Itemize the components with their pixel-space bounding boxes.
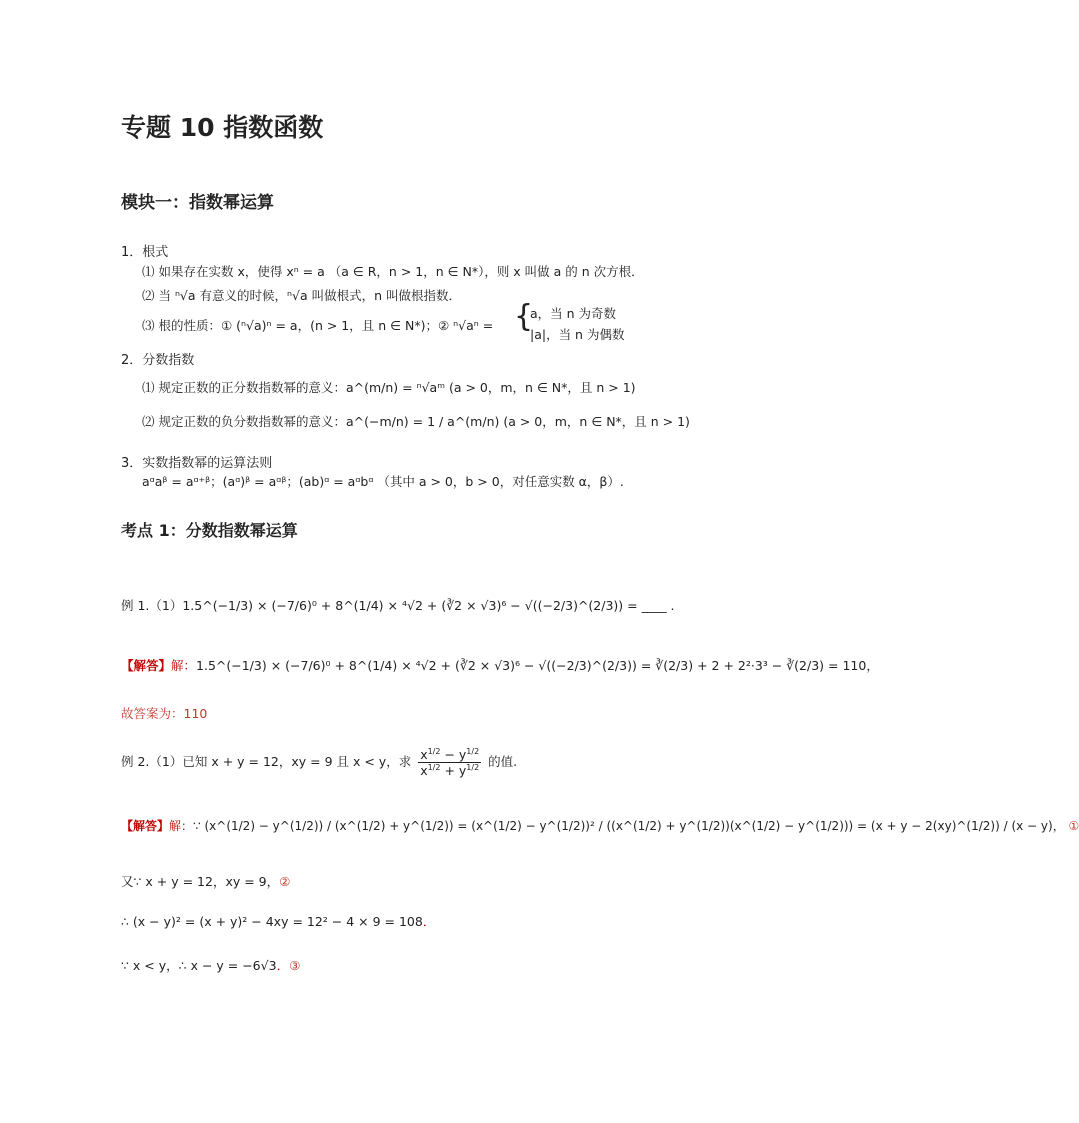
section-2-heading: 2．分数指数: [121, 353, 195, 368]
example-2-fraction: [418, 747, 481, 778]
circle-1: ①: [1068, 819, 1079, 833]
example-2-answer-line-3: ∴ (x − y)² = (x + y)² − 4xy = 12² − 4 × 9 = 108．: [121, 914, 436, 929]
answer-line-3: ∴ (x − y)² = (x + y)² − 4xy = 12² − 4 × 9 = 108: [121, 914, 423, 929]
module-heading: 模块一：指数幂运算: [121, 193, 274, 213]
fraction-denominator: $x^{1/2} + y^{1/2}$: [420, 763, 480, 779]
answer-jie: 解：: [169, 819, 194, 833]
section-1-item-2: ⑵ 当 ⁿ√a 有意义的时候，ⁿ√a 叫做根式，n 叫做根指数．: [142, 288, 462, 303]
answer-label: 【解答】: [121, 658, 172, 673]
circle-2: ②: [279, 874, 291, 889]
example-2-question: [121, 747, 517, 778]
answer-content: 1.5^(−1/3) × (−7/6)⁰ + 8^(1/4) × ⁴√2 + (∛2 × √3)⁶ − √((−2/3)^(2/3)) = ∛(2/3) + 2 + 2²·3³ − ∛(2/3) = 110，: [196, 658, 879, 673]
answer-line-4: ∵ x < y，∴ x − y = −6√3: [121, 958, 277, 973]
section-2-item-2: ⑵ 规定正数的负分数指数幂的意义：a^(−m/n) = 1 / a^(m/n) (a > 0，m，n ∈ N*，且 n > 1): [142, 414, 690, 429]
answer-jie: 解：: [171, 658, 197, 673]
section-1-item-3: ⑶ 根的性质：① (ⁿ√a)ⁿ = a，(n > 1，且 n ∈ N*)；② ⁿ√aⁿ =: [142, 318, 494, 333]
section-1-item-1: ⑴ 如果存在实数 x，使得 xⁿ = a （a ∈ R，n > 1，n ∈ N*），则 x 叫做 a 的 n 次方根．: [142, 264, 644, 279]
root-case-odd: a，当 n 为奇数: [530, 306, 617, 321]
root-case-even: |a|，当 n 为偶数: [530, 327, 625, 342]
brace-symbol: {: [514, 299, 534, 334]
circle-3: ③: [289, 958, 301, 973]
example-2-answer-line-4: ∵ x < y，∴ x − y = −6√3．③: [121, 958, 301, 973]
page-title: 专题 10 指数函数: [121, 113, 324, 142]
example-2-question-lead: 例 2.（1）已知 x + y = 12，xy = 9 且 x < y，求: [121, 754, 412, 770]
answer-line-1: ∵ (x^(1/2) − y^(1/2)) / (x^(1/2) + y^(1/2)) = (x^(1/2) − y^(1/2))² / ((x^(1/2) + y^(1/2))(x^(1/2) − y^(1/2))) = (x + y − 2(xy)^(1/2)) / (x − y)，: [193, 819, 1065, 833]
example-1-answer: [121, 656, 879, 674]
example-1-question: 例 1.（1）1.5^(−1/3) × (−7/6)⁰ + 8^(1/4) × ⁴√2 + (∛2 × √3)⁶ − √((−2/3)^(2/3)) = ____ .: [121, 598, 675, 613]
example-2-answer-line-1: [121, 817, 1079, 834]
example-2-answer-line-2: [121, 872, 290, 890]
section-1-heading: 1．根式: [121, 245, 169, 260]
section-2-item-1: ⑴ 规定正数的正分数指数幂的意义：a^(m/n) = ⁿ√aᵐ (a > 0，m，n ∈ N*，且 n > 1): [142, 380, 636, 395]
section-3-heading: 3．实数指数幂的运算法则: [121, 456, 273, 471]
example-1-result: 故答案为：110: [121, 706, 208, 721]
answer-label: 【解答】: [121, 819, 170, 833]
answer-line-2: 又∵ x + y = 12，xy = 9，: [121, 874, 280, 889]
example-2-question-tail: 的值.: [488, 754, 518, 770]
section-3-rule: aᵅaᵝ = aᵅ⁺ᵝ；(aᵅ)ᵝ = aᵅᵝ；(ab)ᵅ = aᵅbᵅ （其中 a > 0，b > 0，对任意实数 α，β）.: [142, 474, 624, 489]
fraction-numerator: $x^{1/2} - y^{1/2}$: [420, 747, 480, 763]
point-heading: 考点 1：分数指数幂运算: [121, 521, 298, 540]
